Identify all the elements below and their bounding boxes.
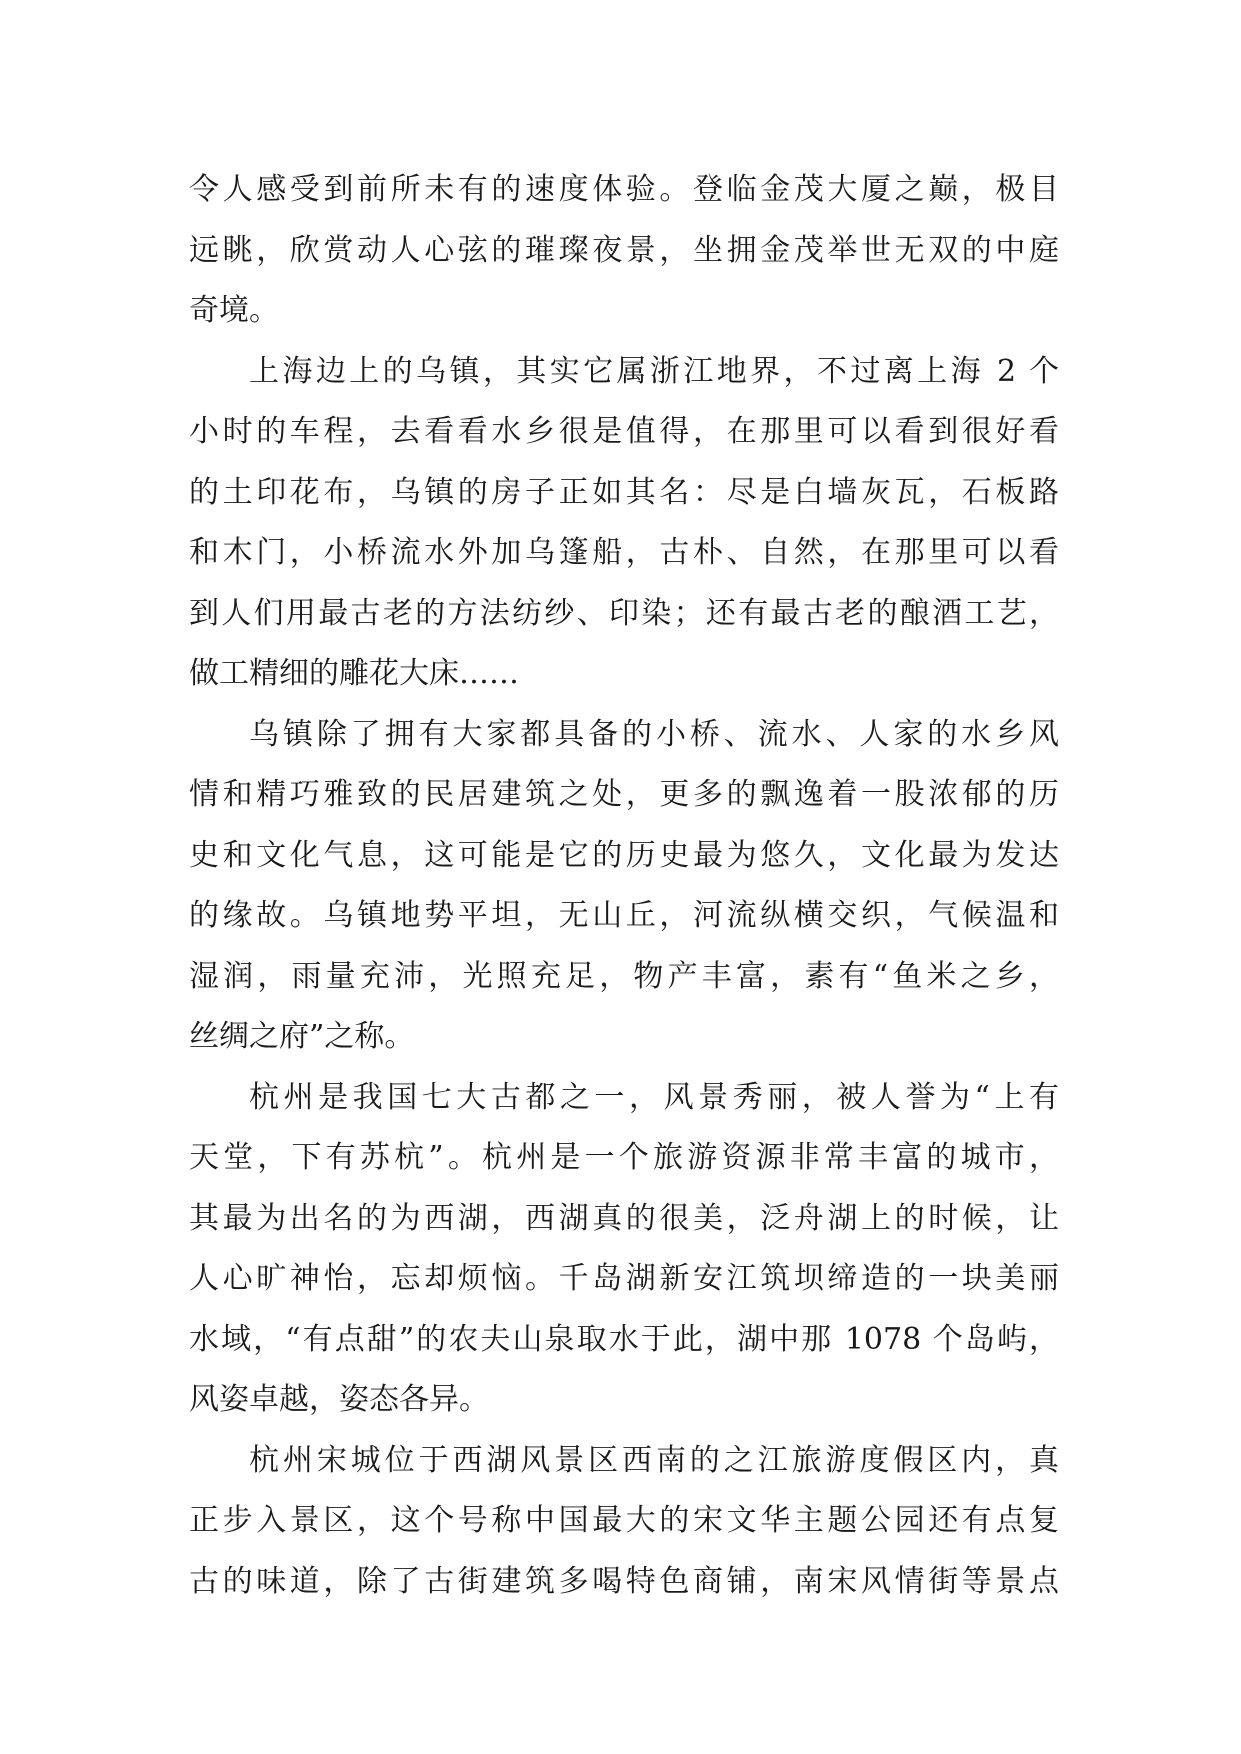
text-line: 的土印花布，乌镇的房子正如其名：尽是白墙灰瓦，石板路: [189, 474, 1059, 510]
text-line: 丝绸之府”之称。: [189, 1019, 415, 1054]
text-line: 杭州是我国七大古都之一，风景秀丽，被人誉为“上有: [249, 1079, 1059, 1115]
text-line: 的缘故。乌镇地势平坦，无山丘，河流纵横交织，气候温和: [189, 898, 1059, 933]
text-line: 到人们用最古老的方法纺纱、印染；还有最古老的酿酒工艺，: [189, 595, 1059, 631]
text-line: 令人感受到前所未有的速度体验。登临金茂大厦之巅，极目: [189, 172, 1059, 207]
text-line: 人心旷神怡，忘却烦恼。千岛湖新安江筑坝缔造的一块美丽: [189, 1261, 1059, 1296]
text-line: 小时的车程，去看看水乡很是值得，在那里可以看到很好看: [189, 414, 1059, 449]
text-line: 杭州宋城位于西湖风景区西南的之江旅游度假区内，真: [249, 1442, 1059, 1478]
text-line: 其最为出名的为西湖，西湖真的很美，泛舟湖上的时候，让: [189, 1200, 1059, 1236]
body-text: [189, 160, 1059, 1612]
text-line: 史和文化气息，这可能是它的历史最为悠久，文化最为发达: [189, 837, 1059, 873]
text-line: 做工精细的雕花大床……: [189, 656, 519, 691]
text-line: 远眺，欣赏动人心弦的璀璨夜景，坐拥金茂举世无双的中庭: [189, 232, 1059, 268]
text-line: 情和精巧雅致的民居建筑之处，更多的飘逸着一股浓郁的历: [189, 777, 1059, 812]
text-line: 湿润，雨量充沛，光照充足，物产丰富，素有“鱼米之乡，: [189, 958, 1059, 994]
text-line: 水域，“有点甜”的农夫山泉取水于此，湖中那 1078 个岛屿，: [189, 1321, 1059, 1357]
text-line: 天堂，下有苏杭”。杭州是一个旅游资源非常丰富的城市，: [189, 1140, 1059, 1175]
text-line: 风姿卓越，姿态各异。: [189, 1382, 489, 1417]
text-line: 和木门，小桥流水外加乌篷船，古朴、自然，在那里可以看: [189, 535, 1059, 570]
text-line: 古的味道，除了古街建筑多喝特色商铺，南宋风情街等景点: [189, 1563, 1059, 1599]
text-line: 上海边上的乌镇，其实它属浙江地界，不过离上海 2 个: [249, 353, 1059, 389]
text-line: 乌镇除了拥有大家都具备的小桥、流水、人家的水乡风: [249, 716, 1059, 752]
text-line: 奇境。: [189, 293, 279, 328]
text-line: 正步入景区，这个号称中国最大的宋文华主题公园还有点复: [189, 1503, 1059, 1538]
